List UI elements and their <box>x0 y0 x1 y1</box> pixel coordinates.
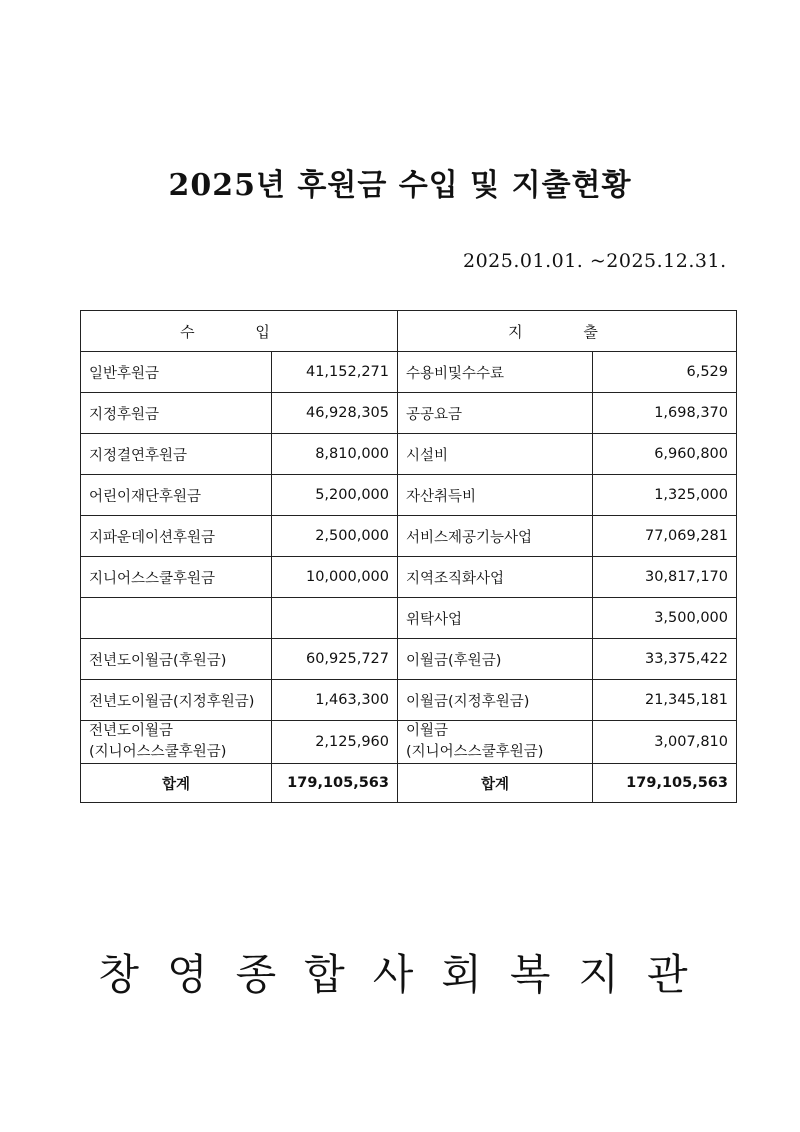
expense-label: 지역조직화사업 <box>398 557 593 598</box>
expense-value: 3,007,810 <box>593 721 737 764</box>
income-value: 1,463,300 <box>272 680 398 721</box>
report-period: 2025.01.01. ~2025.12.31. <box>463 250 727 272</box>
income-label: 전년도이월금(후원금) <box>81 639 272 680</box>
table-header-row <box>81 311 737 352</box>
income-value: 8,810,000 <box>272 434 398 475</box>
table-row <box>81 557 737 598</box>
expense-value: 6,960,800 <box>593 434 737 475</box>
income-value: 2,125,960 <box>272 721 398 764</box>
income-label: 지정결연후원금 <box>81 434 272 475</box>
income-total-value: 179,105,563 <box>272 764 398 803</box>
income-value: 46,928,305 <box>272 393 398 434</box>
income-value: 5,200,000 <box>272 475 398 516</box>
expense-label: 자산취득비 <box>398 475 593 516</box>
income-label: 지정후원금 <box>81 393 272 434</box>
table-row <box>81 516 737 557</box>
expense-value: 6,529 <box>593 352 737 393</box>
expense-total-value: 179,105,563 <box>593 764 737 803</box>
income-label-line2: (지니어스스쿨후원금) <box>89 744 227 760</box>
expense-value: 1,325,000 <box>593 475 737 516</box>
expense-value: 33,375,422 <box>593 639 737 680</box>
income-label: 지파운데이션후원금 <box>81 516 272 557</box>
expense-value: 30,817,170 <box>593 557 737 598</box>
income-label: 지니어스스쿨후원금 <box>81 557 272 598</box>
income-value <box>272 598 398 639</box>
expense-label: 이월금(지정후원금) <box>398 680 593 721</box>
organization-name: 창영종합사회복지관 <box>98 950 716 999</box>
expense-header: 지 출 <box>398 311 737 352</box>
expense-label <box>398 721 593 764</box>
table-row <box>81 475 737 516</box>
income-label: 어린이재단후원금 <box>81 475 272 516</box>
expense-label: 위탁사업 <box>398 598 593 639</box>
income-label <box>81 721 272 764</box>
expense-value: 21,345,181 <box>593 680 737 721</box>
expense-value: 77,069,281 <box>593 516 737 557</box>
income-header: 수 입 <box>81 311 398 352</box>
expense-value: 3,500,000 <box>593 598 737 639</box>
table-row <box>81 393 737 434</box>
expense-label: 서비스제공기능사업 <box>398 516 593 557</box>
table-row <box>81 434 737 475</box>
income-value: 60,925,727 <box>272 639 398 680</box>
expense-label-line2: (지니어스스쿨후원금) <box>406 744 544 760</box>
income-value: 41,152,271 <box>272 352 398 393</box>
income-label <box>81 598 272 639</box>
table-row <box>81 598 737 639</box>
income-total-label: 합계 <box>81 764 272 803</box>
expense-label: 공공요금 <box>398 393 593 434</box>
income-value: 10,000,000 <box>272 557 398 598</box>
expense-label: 이월금(후원금) <box>398 639 593 680</box>
expense-label: 수용비및수수료 <box>398 352 593 393</box>
table-row <box>81 721 737 764</box>
expense-label: 시설비 <box>398 434 593 475</box>
income-label: 전년도이월금(지정후원금) <box>81 680 272 721</box>
table-row <box>81 680 737 721</box>
expense-value: 1,698,370 <box>593 393 737 434</box>
income-label: 일반후원금 <box>81 352 272 393</box>
income-value: 2,500,000 <box>272 516 398 557</box>
total-row <box>81 764 737 803</box>
expense-total-label: 합계 <box>398 764 593 803</box>
income-expense-table <box>80 310 737 803</box>
table-row <box>81 352 737 393</box>
expense-label-line1: 이월금 <box>406 723 449 739</box>
page-title: 2025년 후원금 수입 및 지출현황 <box>168 168 632 203</box>
income-label-line1: 전년도이월금 <box>89 723 174 739</box>
table-row <box>81 639 737 680</box>
